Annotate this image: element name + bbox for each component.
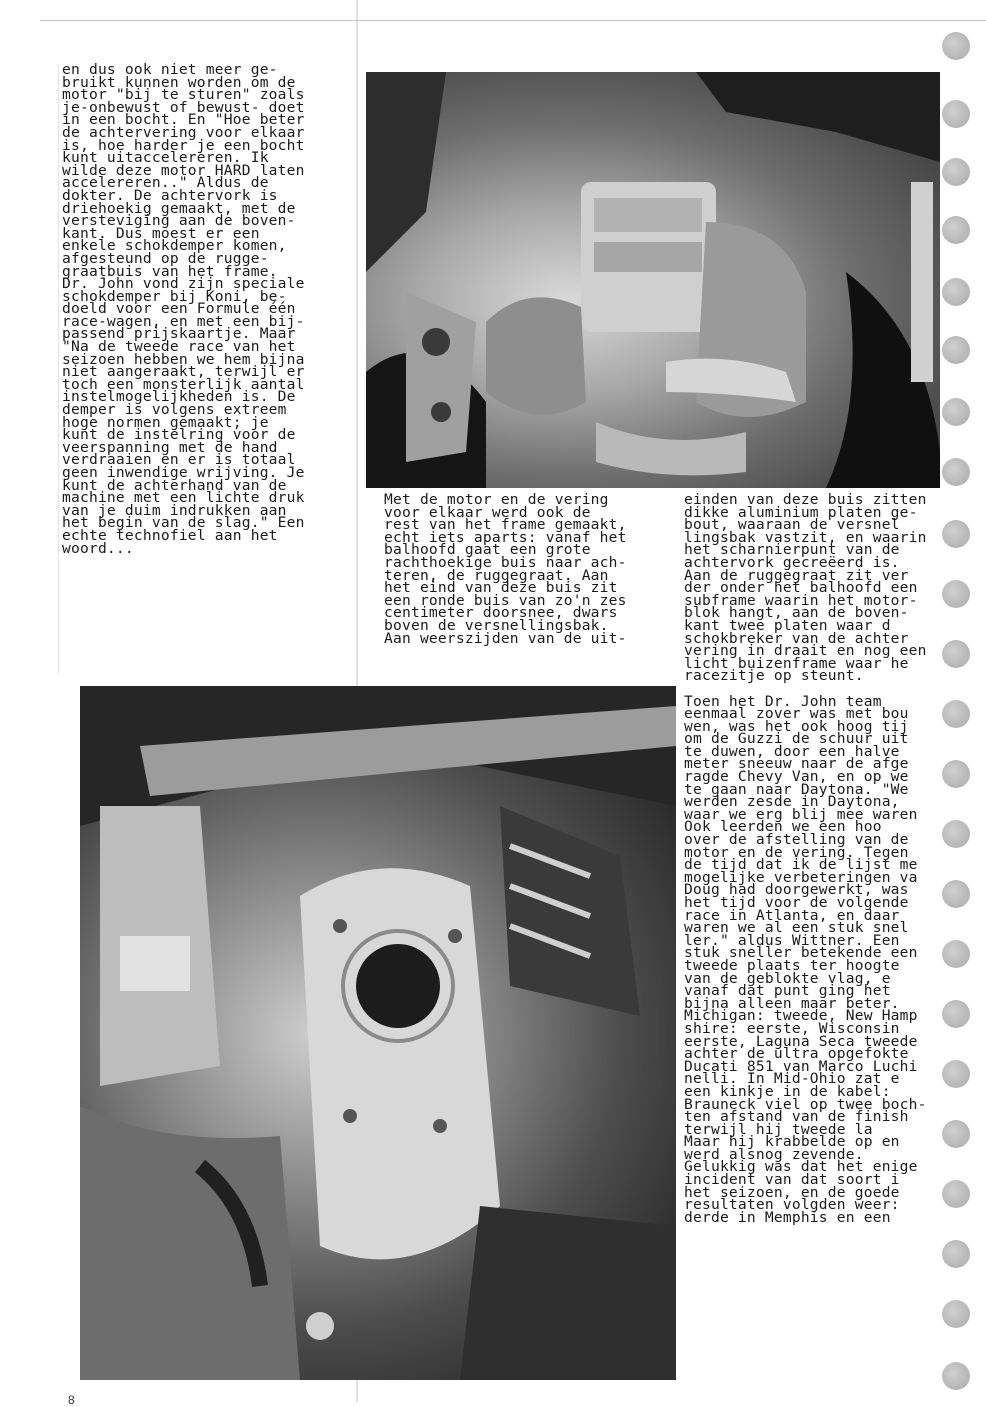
binder-hole-icon — [942, 1060, 970, 1088]
binder-hole-icon — [942, 1300, 970, 1328]
article-column-1: en dus ook niet meer ge- bruikt kunnen worden om de motor "bij te sturen" zoals je-onbewust of bewust- doet in een bocht. En "Hoe beter de achtervering voor elkaar is, hoe harder je een bocht kunt uitaccelereren. Ik wilde deze motor HARD laten accelereren.." Aldus de dokter. De achtervork is driehoekig gemaakt, met de versteviging aan de boven- kant. Dus moest er een enkele schokdemper komen, afgesteund op de rugge- graatbuis van het frame. Dr. John vond zijn speciale schokdemper bij Koni, be- doeld voor een Formule één race-wagen, en met een bij- passend prijskaartje. Maar "Na de tweede race van het seizoen hebben we hem bijna niet aangeraakt, terwijl er toch een monsterlijk aantal instelmogelijkheden is. De demper is volgens extreem hoge normen gemaakt; je kunt de instelring voor de veerspanning met de hand verdraaien en er is totaal geen inwendige wrijving. Je kunt de achterhand van de machine met een lichte druk van je duim indrukken aan het begin van de slag." Een echte technofiel aan het woord... — [62, 61, 305, 557]
binder-hole-icon — [942, 820, 970, 848]
frame-photo — [80, 686, 676, 1380]
binder-hole-icon — [942, 760, 970, 788]
frame-detail-photo-icon — [80, 686, 676, 1380]
binder-hole-icon — [942, 100, 970, 128]
binder-hole-icon — [942, 278, 970, 306]
binder-hole-icon — [942, 1000, 970, 1028]
binder-hole-icon — [942, 216, 970, 244]
binder-hole-icon — [942, 398, 970, 426]
binder-hole-icon — [942, 32, 970, 60]
binder-hole-icon — [942, 336, 970, 364]
binder-hole-icon — [942, 158, 970, 186]
binder-hole-icon — [942, 1180, 970, 1208]
binder-holes — [946, 0, 986, 1402]
binder-hole-icon — [942, 1240, 970, 1268]
engine-photo — [366, 72, 940, 488]
top-border-line — [40, 20, 986, 21]
binder-hole-icon — [942, 1362, 970, 1390]
binder-hole-icon — [942, 940, 970, 968]
binder-hole-icon — [942, 458, 970, 486]
scan-margin-mark — [58, 64, 59, 674]
binder-hole-icon — [942, 640, 970, 668]
page-number: 8 — [68, 1393, 75, 1407]
binder-hole-icon — [942, 580, 970, 608]
motorcycle-engine-photo-icon — [366, 72, 940, 488]
binder-hole-icon — [942, 1120, 970, 1148]
article-column-3: einden van deze buis zitten dikke aluminium platen ge- bout, waaraan de versnel lingsbak vastzit, en waarin het scharnierpunt van de achtervork gecreëerd is. Aan de ruggegraat zit ver der onder het balhoofd een subframe waarin het motor- blok hangt, aan de boven- kant twee platen waar d schokbreker van de achter vering in draait en nog een licht buizenframe waar he racezitje op steunt. Toen het Dr. John team eenmaal zover was met bou wen, was het ook hoog tij om de Guzzi de schuur uit te duwen, door een halve meter sneeuw naar de afge ragde Chevy Van, en op we te gaan naar Daytona. "We werden zesde in Daytona, waar we erg blij mee waren Ook leerden we een hoo over de afstelling van de motor en de vering. Tegen de tijd dat ik de lijst me mogelijke verbeteringen va Doug had doorgewerkt, was het tijd voor de volgende race in Atlanta, en daar waren we al een stuk snel ler." aldus Wittner. Een stuk sneller betekende een tweede plaats ter hoogte van de geblokte vlag, e vanaf dat punt ging het bijna alleen maar beter. Michigan: tweede, New Hamp shire: eerste, Wisconsin eerste, Laguna Seca tweede achter de ultra opgefokte Ducati 851 van Marco Luchi nelli. In Mid-Ohio zat e een kinkje in de kabel: Brauneck viel op twee boch- ten afstand van de finish terwijl hij tweede la Maar hij krabbelde op en werd alsnog zevende. Gelukkig was dat het enige incident van dat soort i het seizoen, en de goede resultaten volgden weer: derde in Memphis en een — [684, 491, 927, 1226]
binder-hole-icon — [942, 520, 970, 548]
binder-hole-icon — [942, 700, 970, 728]
binder-hole-icon — [942, 880, 970, 908]
article-column-2: Met de motor en de vering voor elkaar werd ook de rest van het frame gemaakt, echt iets aparts: vanaf het balhoofd gaat een grote rachthoekige buis naar ach- teren, de ruggegraat. Aan het eind van deze buis zit een ronde buis van zo'n zes centimeter doorsnee, dwars boven de versnellingsbak. Aan weerszijden van de uit- — [384, 491, 627, 647]
